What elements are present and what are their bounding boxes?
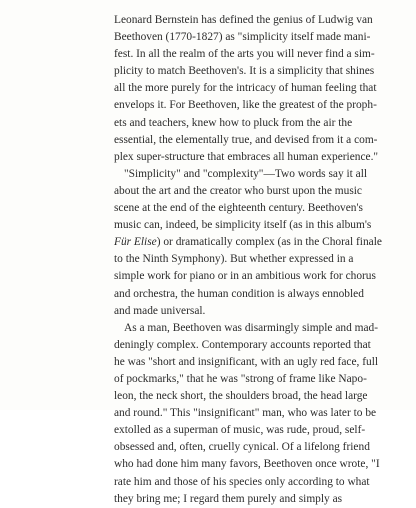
text-line: Leonard Bernstein has defined the genius of Ludwig van bbox=[114, 14, 373, 26]
italic-title: Für Elise bbox=[114, 236, 157, 249]
text-line: "Simplicity" and "complexity"—Two words say it all bbox=[124, 167, 368, 180]
text-line: rate him and those of his species only according to what bbox=[114, 475, 370, 488]
text-line: about the art and the creator who burst upon the music bbox=[114, 184, 362, 197]
body-text bbox=[114, 12, 402, 508]
text-line: extolled as a superman of music, was rude, proud, self- bbox=[114, 424, 366, 437]
text-line: he was "short and insignificant, with an ugly red face, full bbox=[114, 355, 379, 368]
text-line: and orchestra, the human condition is always ennobled bbox=[114, 287, 364, 300]
text-line: Beethoven (1770-1827) as "simplicity itself made mani- bbox=[114, 31, 371, 44]
text-line: essential, the elementally true, and devised from it a com- bbox=[114, 133, 378, 146]
text-line: who had done him many favors, Beethoven once wrote, "I bbox=[114, 458, 380, 471]
text-line: plicity to match Beethoven's. It is a simplicity that shines bbox=[114, 65, 375, 78]
text-line: of pockmarks," that he was "strong of frame like Napo- bbox=[114, 372, 367, 385]
text-line: all the more purely for the intricacy of human feeling that bbox=[114, 82, 377, 95]
text-line: Für Elise) or dramatically complex (as in the Choral finale bbox=[114, 236, 382, 249]
text-line: plex super-structure that embraces all human experience." bbox=[114, 150, 379, 163]
text-line: As a man, Beethoven was disarmingly simple and mad- bbox=[124, 321, 379, 334]
text-line: and made universal. bbox=[114, 304, 206, 317]
text-line: envelops it. For Beethoven, like the greatest of the proph- bbox=[114, 99, 377, 112]
text-line: to the Ninth Symphony). But whether expressed in a bbox=[114, 253, 354, 266]
text-line: scene at the end of the eighteenth century. Beethoven's bbox=[114, 202, 363, 215]
text-line: they bring me; I regard them purely and simply as bbox=[114, 492, 343, 505]
text-line: obsessed and, often, cruelly cynical. Of a lifelong friend bbox=[114, 441, 370, 454]
text-line: music can, indeed, be simplicity itself (as in this album's bbox=[114, 219, 372, 232]
text-line: deningly complex. Contemporary accounts reported that bbox=[114, 338, 371, 351]
text-line: and round." This "insignificant" man, who was later to be bbox=[114, 407, 377, 420]
text-line: ets and teachers, knew how to pluck from the air the bbox=[114, 116, 353, 129]
text-line: simple work for piano or in an ambitious work for chorus bbox=[114, 270, 376, 283]
text-line: leon, the neck short, the shoulders broad, the head large bbox=[114, 390, 368, 403]
text-line: fest. In all the realm of the arts you will never find a sim- bbox=[114, 48, 375, 61]
